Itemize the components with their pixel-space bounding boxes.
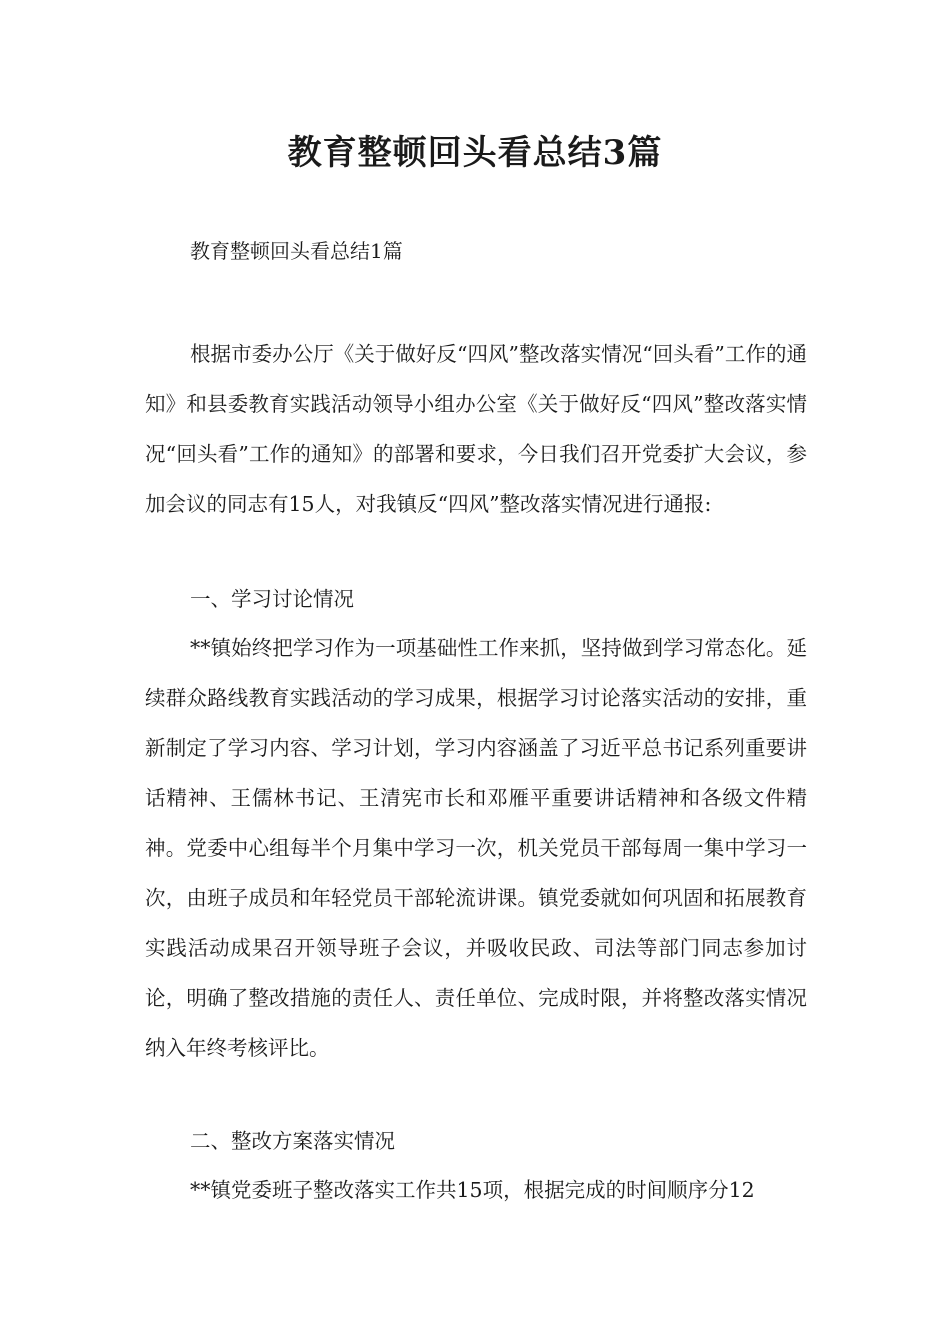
document-title: 教育整顿回头看总结3篇	[287, 133, 663, 173]
paragraph-rectification: **镇党委班子整改落实工作共15项，根据完成的时间顺序分12	[190, 1178, 755, 1202]
paragraph-intro: 根据市委办公厅《关于做好反“四风”整改落实情况“回头看”工作的通知》和县委教育实践活动领导小组办公室《关于做好反“四风”整改落实情况“回头看”工作的通知》的部署和要求，今日我们召开党委扩大会议，参加会议的同志有15人，对我镇反“四风”整改落实情况进行通报:	[145, 342, 807, 516]
section-heading-rectification: 二、整改方案落实情况	[190, 1129, 395, 1153]
paragraph-study: **镇始终把学习作为一项基础性工作来抓，坚持做到学习常态化。延续群众路线教育实践活动的学习成果，根据学习讨论落实活动的安排，重新制定了学习内容、学习计划，学习内容涵盖了习近平总书记系列重要讲话精神、王儒林书记、王清宪市长和邓雁平重要讲话精神和各级文件精神。党委中心组每半个月集中学习一次，机关党员干部每周一集中学习一次，由班子成员和年轻党员干部轮流讲课。镇党委就如何巩固和拓展教育实践活动成果召开领导班子会议，并吸收民政、司法等部门同志参加讨论，明确了整改措施的责任人、责任单位、完成时限，并将整改落实情况纳入年终考核评比。	[145, 636, 807, 1060]
section-heading-study: 一、学习讨论情况	[190, 587, 354, 611]
document-subtitle: 教育整顿回头看总结1篇	[190, 239, 403, 263]
